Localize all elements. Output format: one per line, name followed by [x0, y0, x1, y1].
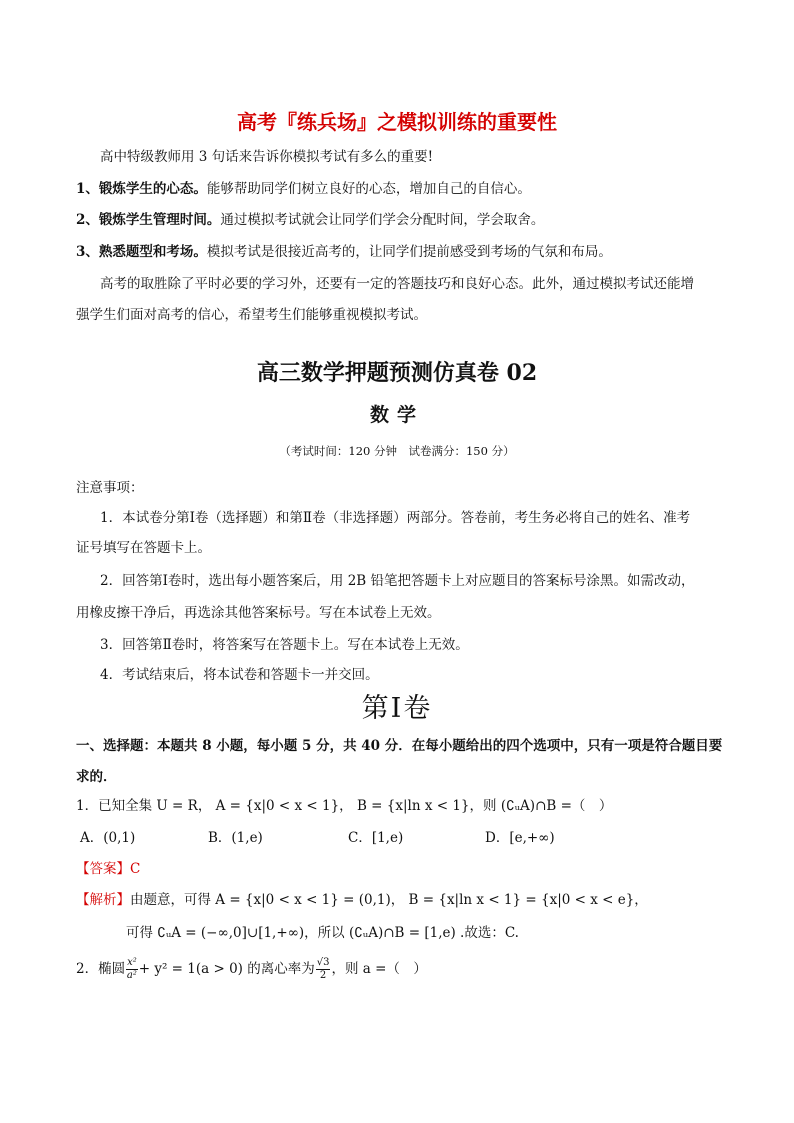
- option-d: D．[e,+∞): [485, 830, 555, 846]
- notice-2-line1: 2．回答第Ⅰ卷时，选出每小题答案后，用 2B 铅笔把答题卡上对应题目的答案标号涂黑。如需改动，: [100, 573, 695, 589]
- point-head: 锻炼学生的心态。: [98, 181, 207, 197]
- notice-2-line2: 用橡皮擦干净后，再选涂其他答案标号。写在本试卷上无效。: [76, 605, 441, 621]
- fraction-denominator: a²: [126, 970, 137, 981]
- point-num: 1、: [76, 181, 99, 197]
- analysis-line1: [76, 888, 648, 908]
- section1-desc-bold: 本题共 8 小题，每小题 5 分，共 40 分．在每小题给出的四个选项中，只有一项是符合题目要: [157, 738, 723, 754]
- analysis-line2: 可得 ∁ᵤA = (−∞,0]∪[1,+∞)，所以 (∁ᵤA)∩B = [1,e) .故选：C.: [126, 925, 519, 941]
- point-text: 能够帮助同学们树立良好的心态，增加自己的自信心。: [206, 181, 531, 197]
- fraction-numerator: x²: [127, 957, 137, 968]
- notice-1-line1: 1．本试卷分第Ⅰ卷（选择题）和第Ⅱ卷（非选择题）两部分。答卷前，考生务必将自己的姓名、准考: [100, 510, 691, 526]
- point-head: 锻炼学生管理时间。: [98, 212, 221, 228]
- question-1-stem: [76, 794, 612, 814]
- point-text: 模拟考试是很接近高考的，让同学们提前感受到考场的气氛和布局。: [206, 244, 612, 260]
- section1-desc-line2: 求的．: [76, 769, 117, 785]
- answer-label: 【答案】: [76, 861, 130, 877]
- fraction-x2-a2: [126, 957, 138, 982]
- analysis-text: 由题意，可得 A = {x|0 < x < 1} = (0,1)， B = {x|ln x < 1} = {x|0 < x < e}，: [130, 892, 648, 908]
- point-num: 3、: [76, 244, 99, 260]
- section1-desc: [76, 734, 722, 754]
- notice-label: 注意事项：: [76, 480, 144, 496]
- analysis-label: 【解析】: [76, 892, 130, 908]
- banner-title: 高考『练兵场』之模拟训练的重要性: [237, 110, 557, 134]
- question-number: 2．: [76, 961, 99, 977]
- notice-3: 3．回答第Ⅱ卷时，将答案写在答题卡上。写在本试卷上无效。: [100, 637, 469, 653]
- option-a: A．(0,1): [80, 830, 136, 846]
- banner-closing-line2: 强学生们面对高考的信心，希望考生们能够重视模拟考试。: [76, 307, 427, 323]
- fraction-sqrt3-2: [316, 957, 331, 982]
- exam-title: 高三数学押题预测仿真卷 02: [256, 360, 538, 386]
- question-text: 已知全集 U = R， A = {x|0 < x < 1}， B = {x|ln x < 1}，则 (∁ᵤA)∩B =（ ）: [98, 798, 613, 814]
- option-b: B．(1,e): [208, 830, 263, 846]
- notice-1-line2: 证号填写在答题卡上。: [76, 540, 211, 556]
- point-num: 2、: [76, 212, 99, 228]
- question-text-mid: + y² = 1(a > 0) 的离心率为: [138, 961, 315, 977]
- point-head: 熟悉题型和考场。: [98, 244, 207, 260]
- question-2-stem: [76, 955, 427, 983]
- fraction-numerator: √3: [316, 957, 330, 968]
- section1-head: 一、选择题：: [76, 738, 157, 754]
- banner-closing-line1: 高考的取胜除了平时必要的学习外，还要有一定的答题技巧和良好心态。此外，通过模拟考试还能增: [100, 276, 694, 292]
- banner-point-1: [76, 177, 531, 197]
- fraction-denominator: 2: [319, 970, 327, 981]
- question-text-post: ，则 a =（ ）: [331, 961, 427, 977]
- banner-point-3: [76, 240, 612, 260]
- volume-heading: 第Ⅰ卷: [361, 693, 433, 724]
- exam-info: （考试时间：120 分钟 试卷满分：150 分）: [279, 444, 515, 458]
- answer-value: C: [130, 861, 141, 877]
- question-text-pre: 椭圆: [98, 961, 126, 977]
- banner-intro: 高中特级教师用 3 句话来告诉你模拟考试有多么的重要!: [100, 149, 434, 165]
- answer-line: [76, 857, 140, 877]
- notice-4: 4．考试结束后，将本试卷和答题卡一并交回。: [100, 667, 379, 683]
- exam-subject: 数学: [369, 404, 424, 426]
- option-c: C．[1,e): [348, 830, 404, 846]
- question-number: 1．: [76, 798, 99, 814]
- point-text: 通过模拟考试就会让同学们学会分配时间，学会取舍。: [220, 212, 545, 228]
- banner-point-2: [76, 208, 544, 228]
